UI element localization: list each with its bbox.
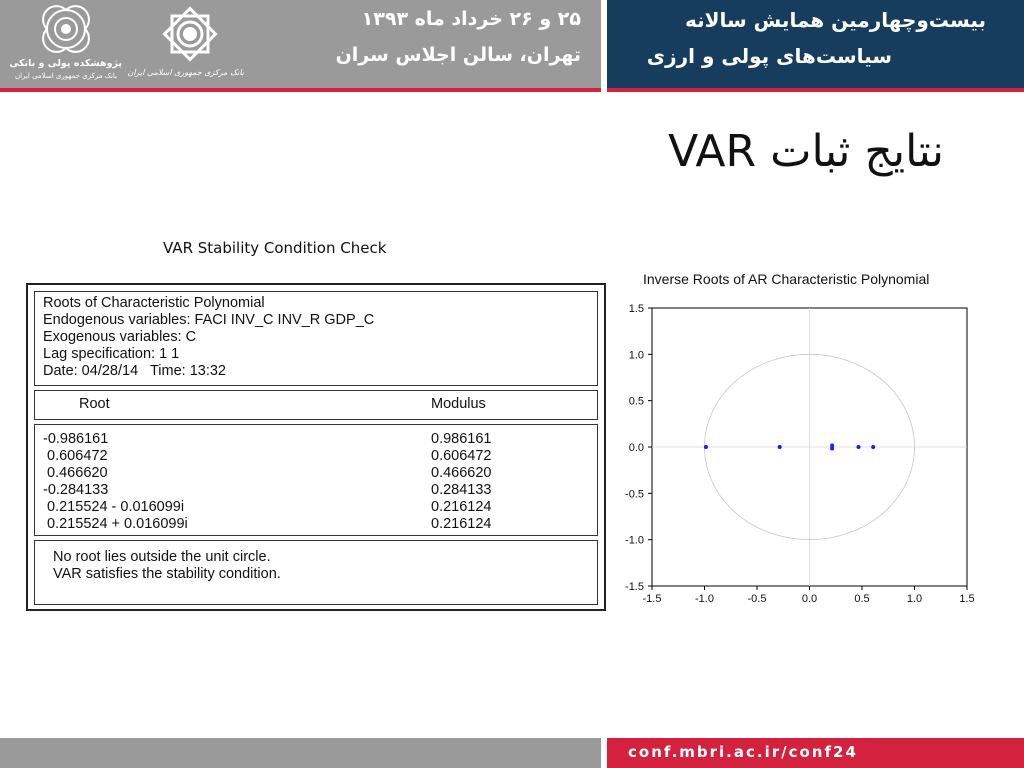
- x-tick-label: 1.0: [906, 593, 923, 605]
- table-header-section: [34, 390, 598, 420]
- y-tick-label: -1.0: [625, 534, 644, 547]
- table-cell-modulus: 0.216124: [431, 499, 492, 515]
- note-line: No root lies outside the unit circle.: [53, 549, 271, 565]
- note-line: VAR satisfies the stability condition.: [53, 566, 281, 582]
- footer-left-panel: [0, 738, 601, 768]
- inverse-roots-chart: [612, 292, 992, 614]
- column-header-modulus: Modulus: [431, 396, 486, 412]
- chart-title: Inverse Roots of AR Characteristic Polynomial: [643, 271, 930, 287]
- table-cell-root: 0.215524 - 0.016099i: [43, 499, 185, 515]
- root-point: [856, 445, 860, 449]
- slide-title: نتایج ثبات VAR: [668, 126, 944, 177]
- table-cell-root: 0.215524 + 0.016099i: [43, 516, 188, 532]
- y-tick-label: 1.0: [628, 349, 644, 362]
- table-rows-section: [34, 424, 598, 536]
- y-tick-label: -0.5: [625, 488, 644, 501]
- y-tick-label: 0.0: [628, 442, 644, 454]
- conference-place: تهران، سالن اجلاس سران: [335, 44, 581, 66]
- info-line: Endogenous variables: FACI INV_C INV_R GDP_C: [43, 312, 375, 328]
- central-bank-emblem-icon: [132, 4, 244, 64]
- info-line: Roots of Characteristic Polynomial: [43, 295, 265, 311]
- institute-logo: [10, 4, 122, 86]
- header-left-accent-line: [0, 88, 601, 92]
- table-caption: VAR Stability Condition Check: [163, 239, 387, 257]
- table-cell-modulus: 0.466620: [431, 465, 492, 481]
- x-tick-label: -0.5: [747, 593, 767, 605]
- x-tick-label: 0.0: [801, 593, 818, 605]
- root-point: [830, 444, 834, 448]
- stability-table: [26, 283, 606, 611]
- root-point: [778, 445, 782, 449]
- institute-logo-text: پژوهشکده پولی و بانکی: [9, 58, 122, 69]
- x-tick-label: 1.5: [959, 593, 975, 605]
- central-bank-logo-text: بانک مرکزی جمهوری اسلامی ایران: [127, 68, 244, 77]
- table-cell-root: 0.606472: [43, 448, 108, 464]
- institute-emblem-icon: [10, 4, 122, 54]
- info-line: Exogenous variables: C: [43, 329, 197, 345]
- central-bank-logo: [127, 4, 244, 86]
- column-header-root: Root: [79, 396, 110, 412]
- table-note-section: [34, 540, 598, 605]
- table-cell-modulus: 0.216124: [431, 516, 492, 532]
- table-cell-root: -0.986161: [43, 431, 109, 447]
- conference-title-line1: بیست‌وچهارمین همایش سالانه: [684, 8, 986, 32]
- root-point: [871, 445, 875, 449]
- y-tick-label: 1.5: [628, 303, 644, 315]
- table-cell-modulus: 0.606472: [431, 448, 492, 464]
- info-line: Lag specification: 1 1: [43, 346, 180, 362]
- x-tick-label: -1.0: [695, 593, 714, 605]
- x-tick-label: -1.5: [642, 593, 662, 605]
- root-point: [704, 445, 708, 449]
- table-cell-modulus: 0.284133: [431, 482, 492, 498]
- table-cell-root: -0.284133: [43, 482, 109, 498]
- conference-title-line2: سیاست‌های پولی و ارزی: [646, 44, 892, 68]
- x-tick-label: 0.5: [854, 593, 870, 605]
- table-cell-modulus: 0.986161: [431, 431, 492, 447]
- y-tick-label: 0.5: [628, 395, 644, 408]
- table-info-section: [34, 291, 598, 386]
- conference-date: ۲۵ و ۲۶ خرداد ماه ۱۳۹۳: [361, 8, 581, 30]
- table-cell-root: 0.466620: [43, 465, 108, 481]
- info-line: Date: 04/28/14 Time: 13:32: [43, 363, 226, 379]
- y-tick-label: -1.5: [625, 581, 644, 593]
- footer-url: conf.mbri.ac.ir/conf24: [628, 743, 858, 761]
- institute-logo-subtext: بانک مرکزی جمهوری اسلامی ایران: [15, 72, 117, 80]
- header-right-accent-line: [607, 88, 1024, 92]
